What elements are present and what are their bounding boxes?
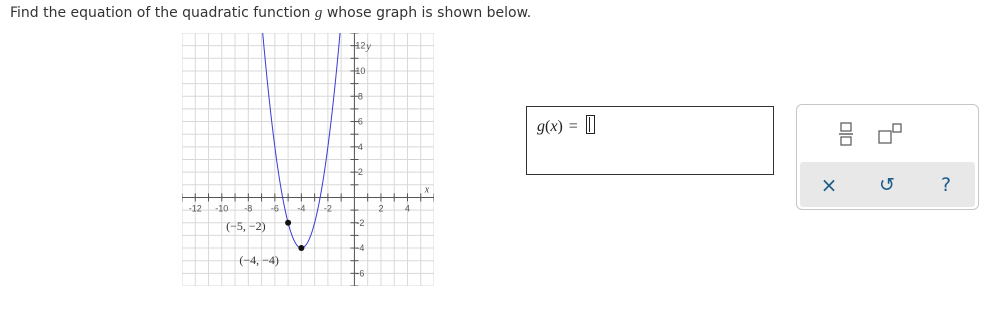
question-suffix: whose graph is shown below. — [326, 5, 532, 21]
answer-entry-field[interactable] — [586, 115, 595, 134]
graph-point — [298, 245, 304, 251]
y-tick-label: 10 — [355, 65, 366, 76]
y-tick-label: 2 — [357, 167, 363, 178]
y-tick-label: -6 — [356, 268, 365, 279]
open-paren: ( — [545, 118, 551, 135]
answer-function-name: g — [537, 118, 545, 135]
exponent-icon[interactable] — [871, 119, 911, 149]
help-button[interactable] — [917, 162, 975, 207]
point-label: (−4, −4) — [239, 253, 279, 268]
graph-canvas — [182, 33, 434, 286]
equals-sign: = — [568, 118, 578, 135]
function-graph — [182, 33, 434, 286]
y-tick-label: -4 — [356, 243, 365, 254]
y-tick-label: 6 — [357, 116, 363, 127]
close-paren: ) — [557, 118, 563, 135]
answer-expression — [537, 115, 595, 136]
answer-input-box[interactable] — [526, 106, 774, 175]
y-axis-label: y — [366, 41, 371, 53]
x-tick-label: -8 — [244, 203, 253, 214]
point-label: (−5, −2) — [226, 218, 266, 233]
x-tick-label: -2 — [323, 203, 332, 214]
undo-icon: ↺ — [879, 173, 895, 196]
answer-argument: x — [550, 118, 558, 135]
y-tick-label: 8 — [357, 91, 363, 102]
x-tick-label: -6 — [270, 203, 279, 214]
x-tick-label: 2 — [378, 203, 384, 214]
y-tick-label: -2 — [356, 217, 365, 228]
palette-actions-bar — [800, 162, 975, 207]
clear-button[interactable] — [800, 162, 858, 207]
function-name: g — [314, 5, 323, 21]
x-axis-label: x — [424, 184, 430, 196]
y-tick-label: 12 — [355, 40, 366, 51]
question-text — [10, 5, 531, 22]
x-tick-label: -10 — [215, 203, 229, 214]
close-icon: × — [820, 172, 838, 197]
y-tick-label: 4 — [357, 141, 363, 152]
x-tick-label: 4 — [404, 203, 410, 214]
graph-point — [285, 220, 291, 226]
fraction-icon[interactable] — [833, 119, 859, 149]
math-palette — [796, 104, 979, 210]
undo-button[interactable] — [858, 162, 916, 207]
help-icon: ? — [940, 173, 952, 196]
x-tick-label: -4 — [297, 203, 306, 214]
question-prefix: Find the equation of the quadratic function — [10, 5, 311, 21]
x-tick-label: -12 — [188, 203, 202, 214]
